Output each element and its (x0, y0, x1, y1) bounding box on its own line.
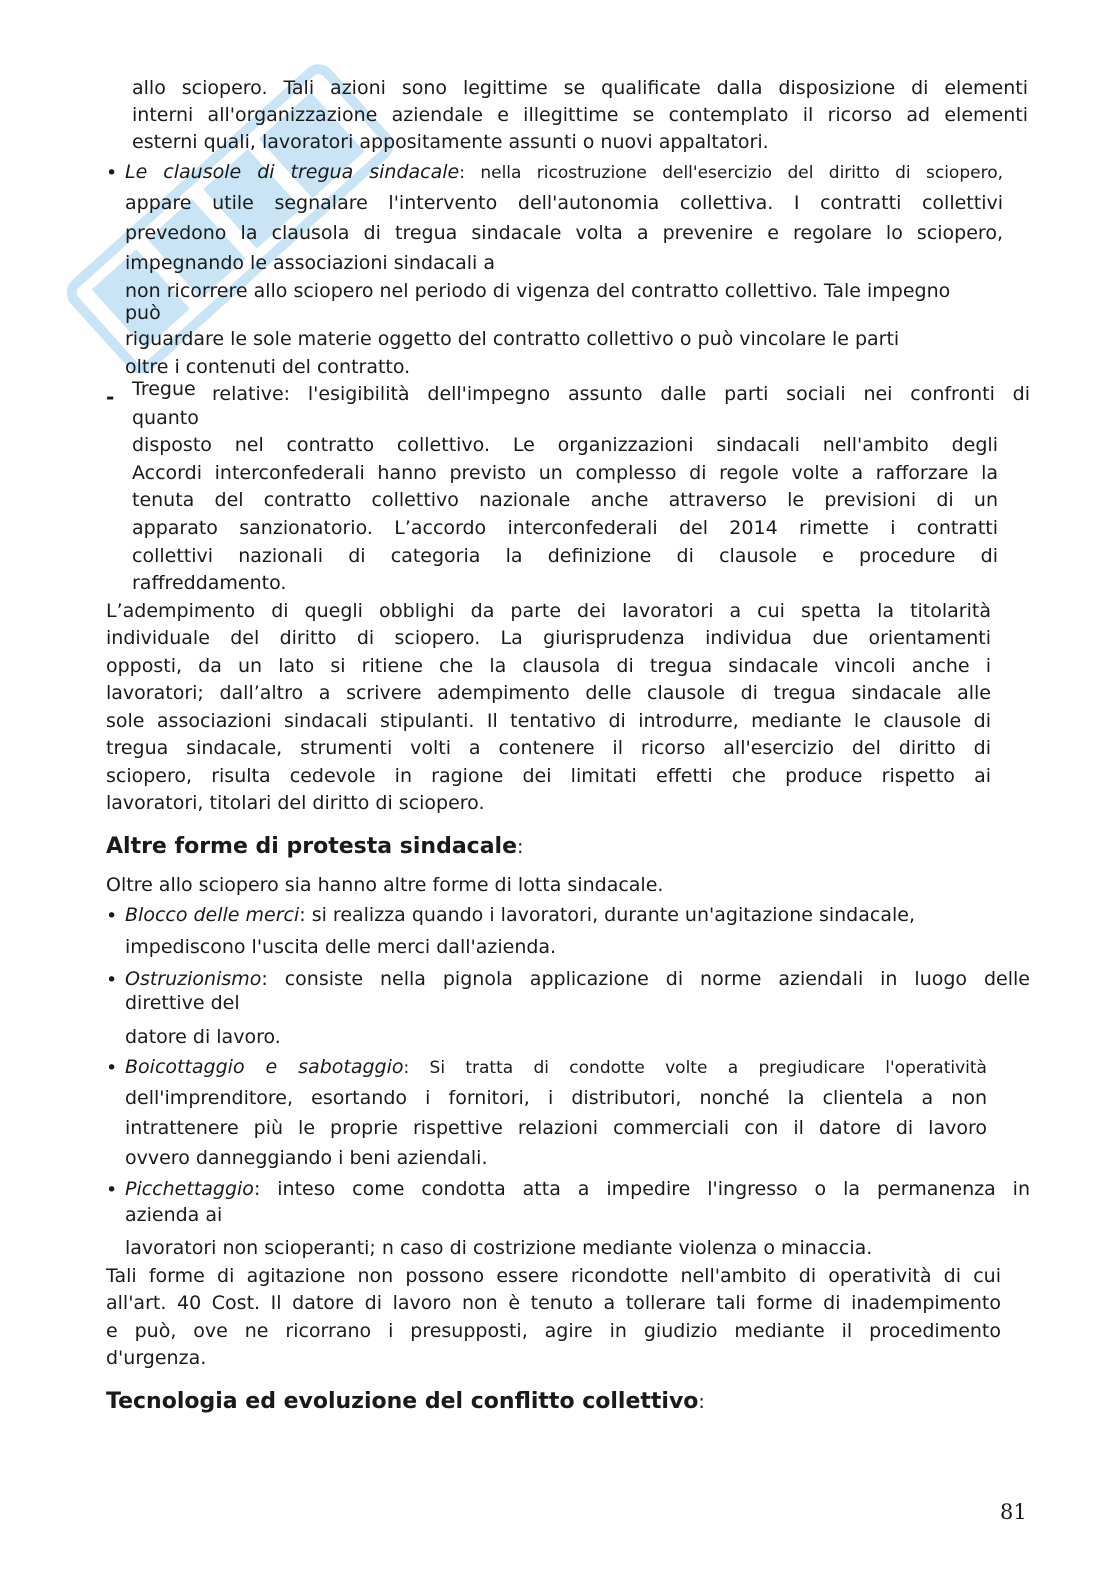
paragraph-line: Tali forme di agitazione non possono essere ricondotte nell'ambito di operatività di cui (106, 1265, 1001, 1287)
bullet-icon: • (106, 969, 118, 991)
term-picchettaggio: Picchettaggio (125, 1178, 254, 1200)
section-heading (106, 1389, 705, 1414)
term-tregue: Tregue (132, 378, 196, 400)
paragraph-line: collettivi nazionali di categoria la definizione di clausole e procedure di (132, 545, 998, 567)
paragraph-line: Oltre allo sciopero sia hanno altre forme di lotta sindacale. (106, 874, 664, 896)
paragraph-line: tenuta del contratto collettivo nazionale anche attraverso le previsioni di un (132, 489, 998, 511)
paragraph-line: datore di lavoro. (125, 1026, 281, 1048)
paragraph-line: relative: l'esigibilità dell'impegno assunto dalle parti sociali nei confronti di (212, 383, 1030, 405)
bullet-icon: • (106, 1057, 118, 1079)
paragraph-line: lavoratori non scioperanti; n caso di costrizione mediante violenza o minaccia. (125, 1237, 873, 1259)
paragraph-line: all'art. 40 Cost. Il datore di lavoro non è tenuto a tollerare tali forme di inadempimento (106, 1292, 1001, 1314)
heading-text: Tecnologia ed evoluzione del conflitto collettivo (106, 1389, 699, 1414)
list-item-tregua (125, 159, 1003, 188)
heading-text: Altre forme di protesta sindacale (106, 834, 518, 859)
paragraph-line: d'urgenza. (106, 1347, 207, 1369)
paragraph-line: allo sciopero. Tali azioni sono legittime se qualificate dalla disposizione di elementi (132, 77, 1028, 99)
paragraph-line: raffreddamento. (132, 572, 287, 594)
paragraph-line: individuale del diritto di sciopero. La giurisprudenza individua due orientamenti (106, 627, 991, 649)
list-item-text: : Si tratta di condotte volte a pregiudicare l'operatività (403, 1058, 987, 1078)
paragraph-line: L’adempimento di quegli obblighi da parte dei lavoratori a cui spetta la titolarità (106, 600, 991, 622)
bullet-icon: • (106, 905, 118, 927)
paragraph-line: apparato sanzionatorio. L’accordo interconfederali del 2014 rimette i contratti (132, 517, 998, 539)
list-item-blocco (125, 902, 1025, 930)
list-item-picchettaggio (125, 1176, 1030, 1204)
bullet-icon: • (106, 1179, 118, 1201)
list-item-text: : inteso come condotta atta a impedire l'ingresso o la permanenza in (253, 1178, 1030, 1200)
paragraph-line: ovvero danneggiando i beni aziendali. (125, 1147, 488, 1169)
list-item-boicottaggio (125, 1054, 987, 1083)
term-ostruzionismo: Ostruzionismo (125, 968, 262, 990)
paragraph-line: azienda ai (125, 1204, 223, 1226)
paragraph-line: intrattenere più le proprie rispettive relazioni commerciali con il datore di lavoro (125, 1117, 987, 1139)
dash-marker: - (106, 385, 115, 409)
paragraph-line: impegnando le associazioni sindacali a (125, 252, 495, 274)
list-item-text: : nella ricostruzione dell'esercizio del diritto di sciopero, (459, 163, 1004, 183)
paragraph-line: impediscono l'uscita delle merci dall'azienda. (125, 936, 557, 958)
page-number: 81 (1000, 1500, 1027, 1524)
paragraph-line: lavoratori, titolari del diritto di sciopero. (106, 792, 485, 814)
bullet-icon: • (106, 162, 118, 184)
paragraph-line: prevedono la clausola di tregua sindacale volta a prevenire e regolare lo sciopero, (125, 222, 1003, 244)
list-item-text: : si realizza quando i lavoratori, durante un'agitazione sindacale, (299, 904, 915, 926)
paragraph-line: può (125, 302, 161, 324)
paragraph-line: non ricorrere allo sciopero nel periodo di vigenza del contratto collettivo. Tale impegno (125, 280, 951, 302)
section-heading (106, 834, 523, 859)
paragraph-line: opposti, da un lato si ritiene che la clausola di tregua sindacale vincoli anche i (106, 655, 991, 677)
list-item-text: : consiste nella pignola applicazione di norme aziendali in luogo delle (261, 968, 1030, 990)
paragraph-line: e può, ove ne ricorrano i presupposti, agire in giudizio mediante il procedimento (106, 1320, 1001, 1342)
term-boicottaggio: Boicottaggio e sabotaggio (125, 1056, 404, 1078)
paragraph-line: sole associazioni sindacali stipulanti. Il tentativo di introdurre, mediante le clausole di (106, 710, 991, 732)
term-blocco: Blocco delle merci (125, 904, 300, 926)
term-tregua: Le clausole di tregua sindacale (125, 161, 460, 183)
paragraph-line: disposto nel contratto collettivo. Le organizzazioni sindacali nell'ambito degli (132, 434, 998, 456)
paragraph-line: direttive del (125, 992, 240, 1014)
paragraph-line: quanto (132, 407, 199, 429)
heading-colon: : (698, 1391, 705, 1413)
paragraph-line: tregua sindacale, strumenti volti a contenere il ricorso all'esercizio del diritto di (106, 737, 991, 759)
paragraph-line: dell'imprenditore, esortando i fornitori, i distributori, nonché la clientela a non (125, 1087, 987, 1109)
paragraph-line: esterni quali, lavoratori appositamente assunti o nuovi appaltatori. (132, 131, 769, 153)
paragraph-line: riguardare le sole materie oggetto del contratto collettivo o può vincolare le parti (125, 328, 900, 350)
heading-colon: : (517, 836, 524, 858)
paragraph-line: appare utile segnalare l'intervento dell'autonomia collettiva. I contratti collettivi (125, 192, 1003, 214)
paragraph-line: oltre i contenuti del contratto. (125, 356, 411, 378)
paragraph-line: lavoratori; dall’altro a scrivere adempimento delle clausole di tregua sindacale alle (106, 682, 991, 704)
paragraph-line: sciopero, risulta cedevole in ragione dei limitati effetti che produce rispetto ai (106, 765, 991, 787)
paragraph-line: interni all'organizzazione aziendale e illegittime se contemplato il ricorso ad elementi (132, 104, 1028, 126)
paragraph-line: Accordi interconfederali hanno previsto un complesso di regole volte a rafforzare la (132, 462, 998, 484)
